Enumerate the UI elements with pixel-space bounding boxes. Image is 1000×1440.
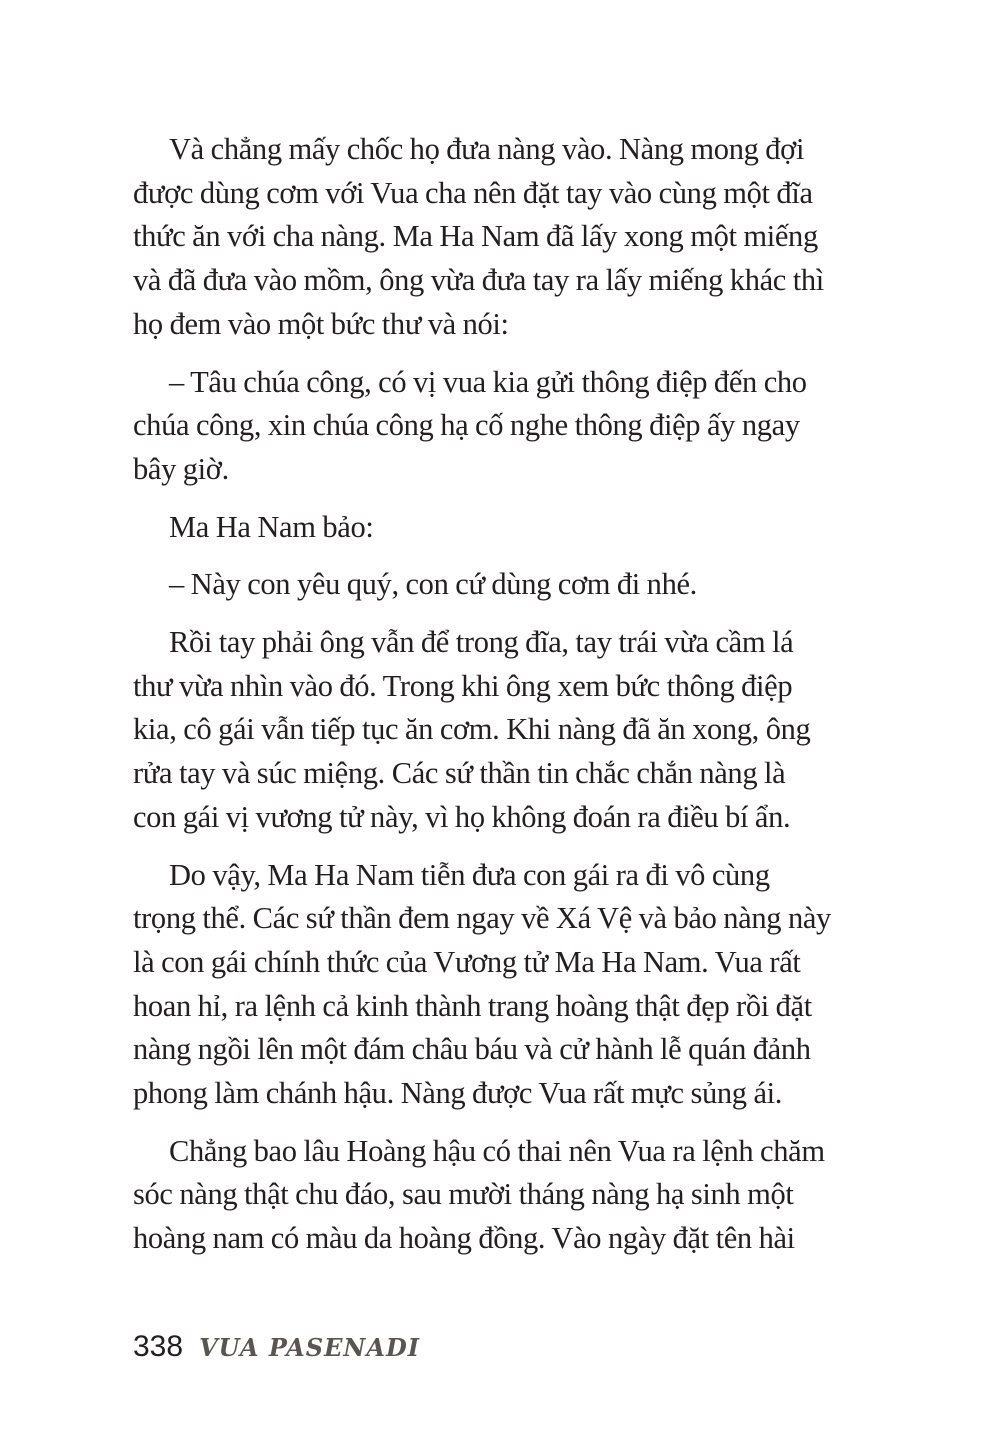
text-line: là con gái chính thức của Vương tử Ma Ha Nam. Vua rất [133, 944, 801, 979]
text-line: Do vậy, Ma Ha Nam tiễn đưa con gái ra đi vô cùng [169, 857, 770, 892]
text-line: hoan hỉ, ra lệnh cả kinh thành trang hoàng thật đẹp rồi đặt [133, 988, 812, 1023]
text-line: – Tâu chúa công, có vị vua kia gửi thông điệp đến cho [169, 364, 807, 399]
paragraph [133, 128, 887, 347]
text-line: – Này con yêu quý, con cứ dùng cơm đi nhé. [169, 567, 697, 602]
text-line: họ đem vào một bức thư và nói: [133, 306, 509, 341]
text-line: chúa công, xin chúa công hạ cố nghe thông điệp ấy ngay [133, 408, 800, 443]
text-line: con gái vị vương tử này, vì họ không đoán ra điều bí ẩn. [133, 799, 791, 834]
text-line: bây giờ. [133, 451, 229, 486]
page-body [133, 128, 887, 1275]
text-line: hoàng nam có màu da hoàng đồng. Vào ngày đặt tên hài [133, 1221, 795, 1256]
paragraph [133, 621, 887, 840]
text-line: trọng thể. Các sứ thần đem ngay về Xá Vệ và bảo nàng này [133, 901, 831, 936]
text-line: Và chẳng mấy chốc họ đưa nàng vào. Nàng mong đợi [169, 132, 805, 166]
text-line: thức ăn với cha nàng. Ma Ha Nam đã lấy xong một miếng [133, 219, 818, 254]
paragraph [133, 1130, 887, 1261]
paragraph [133, 563, 887, 607]
text-line: Chẳng bao lâu Hoàng hậu có thai nên Vua ra lệnh chăm [169, 1133, 825, 1168]
paragraph [133, 361, 887, 492]
running-title: VUA PASENADI [199, 1333, 420, 1362]
text-line: nàng ngồi lên một đám châu báu và cử hành lễ quán đảnh [133, 1032, 811, 1067]
text-line: được dùng cơm với Vua cha nên đặt tay vào cùng một đĩa [133, 175, 813, 210]
text-line: thư vừa nhìn vào đó. Trong khi ông xem bức thông điệp [133, 668, 793, 703]
page-number: 338 [133, 1330, 184, 1363]
text-line: sóc nàng thật chu đáo, sau mười tháng nàng hạ sinh một [133, 1177, 794, 1212]
text-line: phong làm chánh hậu. Nàng được Vua rất mực sủng ái. [133, 1076, 783, 1111]
text-line: Ma Ha Nam bảo: [169, 509, 374, 544]
text-line: Rồi tay phải ông vẫn để trong đĩa, tay trái vừa cầm lá [169, 625, 794, 660]
text-line: và đã đưa vào mồm, ông vừa đưa tay ra lấy miếng khác thì [133, 263, 824, 298]
paragraph [133, 854, 887, 1116]
paragraph [133, 506, 887, 550]
text-line: rửa tay và súc miệng. Các sứ thần tin chắc chắn nàng là [133, 756, 786, 791]
page-footer [133, 1330, 420, 1364]
text-line: kia, cô gái vẫn tiếp tục ăn cơm. Khi nàng đã ăn xong, ông [133, 712, 811, 747]
